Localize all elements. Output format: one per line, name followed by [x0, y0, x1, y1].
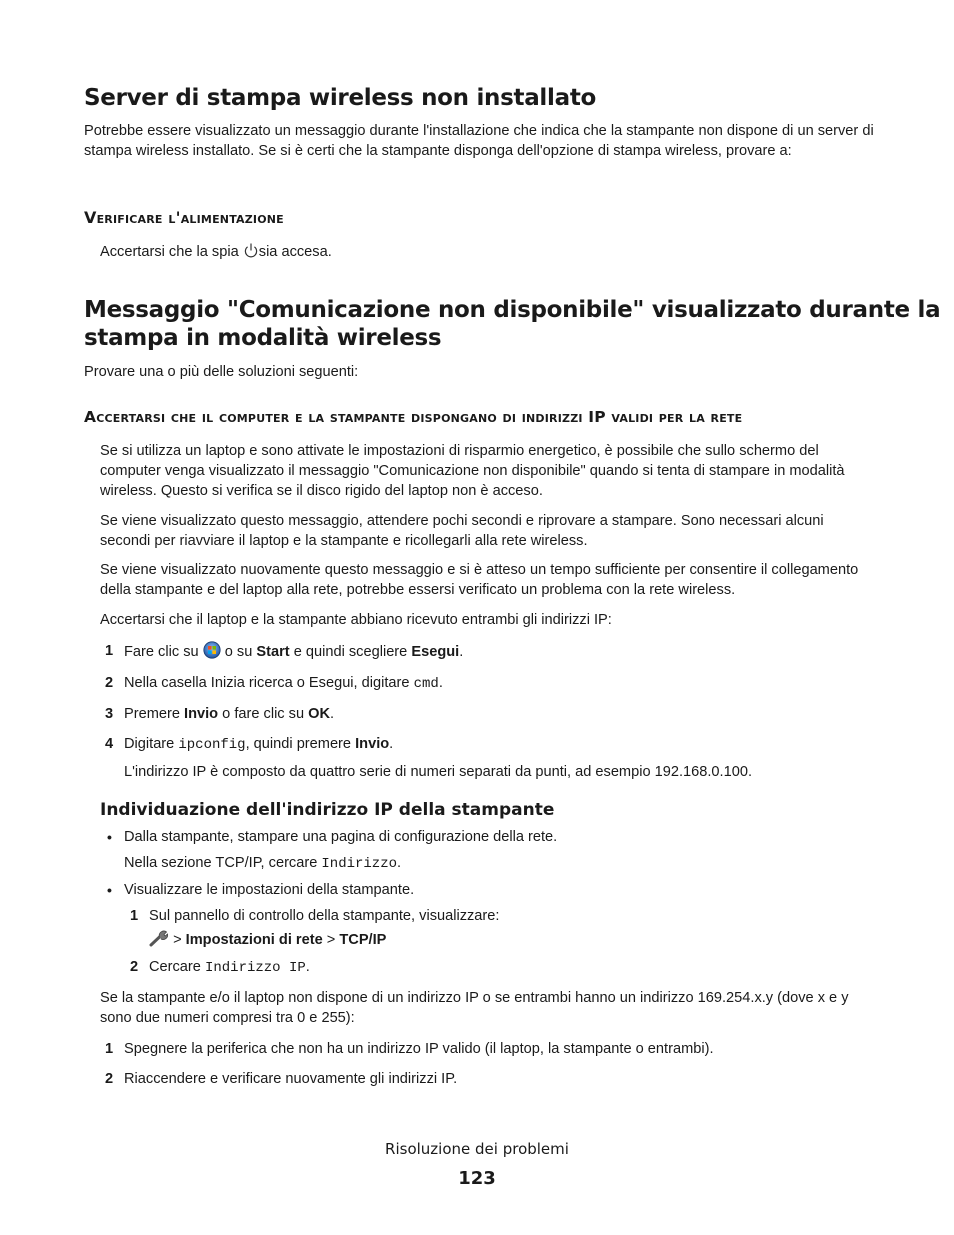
- subheading-find-printer-ip: Individuazione dell'indirizzo IP della stampante: [100, 800, 555, 820]
- sub-step-2-text: Cercare Indirizzo IP.: [149, 959, 310, 976]
- footer-section-name: Risoluzione dei problemi: [385, 1140, 569, 1158]
- subheading-verify-power: Verificare l'alimentazione: [84, 208, 284, 227]
- power-icon: [243, 242, 259, 265]
- section2-intro: Provare una o più delle soluzioni seguenti:: [84, 364, 359, 380]
- subheading-valid-ip: Accertarsi che il computer e la stampante dispongano di indirizzi IP validi per la rete: [84, 408, 743, 426]
- sub-step-1-number: 1: [130, 908, 139, 924]
- ip-example-note: L'indirizzo IP è composto da quattro serie di numeri separati da punti, ad esempio 192.168.0.100.: [124, 764, 753, 780]
- windows-start-icon: [203, 641, 221, 665]
- para-invalid-ip: Se la stampante e/o il laptop non dispone di un indirizzo IP o se entrambi hanno un indirizzo 169.254.x.y (dove x e y sono due numeri compresi tra 0 e 255):: [100, 990, 849, 1026]
- bullet-dot: •: [107, 882, 112, 898]
- bullet-print-config-sub: Nella sezione TCP/IP, cercare Indirizzo.: [124, 855, 402, 872]
- document-page: Server di stampa wireless non installato Potrebbe essere visualizzato un messaggio durante l'installazione che indica che la stampante non dispone di un server di stampa wireless installato. Se si è certi che la stampante disponga dell'opzione di stampa wireless, provare a: Verificare l'alimentazione Accertarsi che la spia sia accesa. Messaggio "Comunicazione non disponibile" visualizzato durante la stampa in modalità wireless Provare una o più delle soluzioni seguenti: Accertarsi che il computer e la stampante dispongano di indirizzi IP validi per la rete Se si utilizza un laptop e sono attivate le impostazioni di risparmio energetico, è possibile che sullo schermo del computer venga visualizzato il messaggio "Comunicazione non disponibile" quando si tenta di stampare in modalità wireless. Questo si verifica se il disco rigido del laptop non è acceso. Se viene visualizzato questo messaggio, attendere pochi secondi e riprovare a stampare. Sono necessari alcuni secondi per riavviare il laptop e la stampante e ricollegarli alla rete wireless. Se viene visualizzato nuovamente questo messaggio e si è atteso un tempo sufficiente per consentire il collegamento della stampante e del laptop alla rete, potrebbe essersi verificato un problema con la rete wireless. Accertarsi che il laptop e la stampante abbiano ricevuto entrambi gli indirizzi IP: 1 Fare clic su o su Start e quindi scegliere Esegui. 2 Nella casella Inizia ricerca o Esegui, digitare cmd. 3 Premere Invio o fare clic su OK. 4 Digitare ipconfig, quindi premere Invio. L'indirizzo IP è composto da quattro serie di numeri separati da punti, ad esempio 192.168.0.100. Individuazione dell'indirizzo IP della stampante • Dalla stampante, stampare una pagina di configurazione della rete. Nella sezione TCP/IP, cercare Indirizzo. • Visualizzare le impostazioni della stampante. 1 Sul pannello di controllo della stampante, visualizzare: > Impostazioni di rete > TCP/IP 2 Cercare Indirizzo IP. Se la stampante e/o il laptop non dispone di un indirizzo IP o se entrambi hanno un indirizzo 169.254.x.y (dove x e y sono due numeri compresi tra 0 e 255): 1 Spegnere la periferica che non ha un indirizzo IP valido (il laptop, la stampante o entrambi). 2 Riaccendere e verificare nuovamente gli indirizzi IP. Risoluzione dei problemi 123: [0, 0, 954, 1235]
- bullet-view-settings: Visualizzare le impostazioni della stampante.: [124, 882, 415, 898]
- bullet-dot: •: [107, 829, 112, 845]
- section-title-wireless-server: Server di stampa wireless non installato: [84, 85, 597, 111]
- para-wait-retry: Se viene visualizzato questo messaggio, attendere pochi secondi e riprovare a stampare. Sono necessari alcuni secondi per riavviare il laptop e la stampante e ricollegarli alla rete wireless.: [100, 513, 824, 549]
- para-network-problem: Se viene visualizzato nuovamente questo messaggio e si è atteso un tempo sufficiente per consentire il collegamento della stampante e del laptop alla rete, potrebbe essersi verificato un problema con la rete wireless.: [100, 562, 859, 598]
- para-power-saving: Se si utilizza un laptop e sono attivate le impostazioni di risparmio energetico, è possibile che sullo schermo del computer venga visualizzato il messaggio "Comunicazione non disponibile" quando si tenta di stampare in modalità wireless. Questo si verifica se il disco rigido del laptop non è acceso.: [100, 443, 845, 499]
- section-title-comm-unavailable-line1: Messaggio "Comunicazione non disponibile" visualizzato durante la: [84, 297, 941, 323]
- sub-step-2-number: 2: [130, 959, 139, 975]
- menu-path: > Impostazioni di rete > TCP/IP: [149, 930, 386, 953]
- page-number: 123: [458, 1168, 496, 1189]
- sub-step-1-text: Sul pannello di controllo della stampante, visualizzare:: [149, 908, 500, 924]
- wrench-icon: [149, 930, 169, 953]
- check-power-text: Accertarsi che la spia sia accesa.: [100, 242, 875, 265]
- section1-intro: Potrebbe essere visualizzato un messaggio durante l'installazione che indica che la stampante non dispone di un server di stampa wireless installato. Se si è certi che la stampante disponga dell'opzione di stampa wireless, provare a:: [84, 123, 874, 159]
- para-check-ip: Accertarsi che il laptop e la stampante abbiano ricevuto entrambi gli indirizzi IP:: [100, 612, 612, 628]
- bullet-print-config: Dalla stampante, stampare una pagina di configurazione della rete.: [124, 829, 558, 845]
- section-title-comm-unavailable-line2: stampa in modalità wireless: [84, 325, 442, 351]
